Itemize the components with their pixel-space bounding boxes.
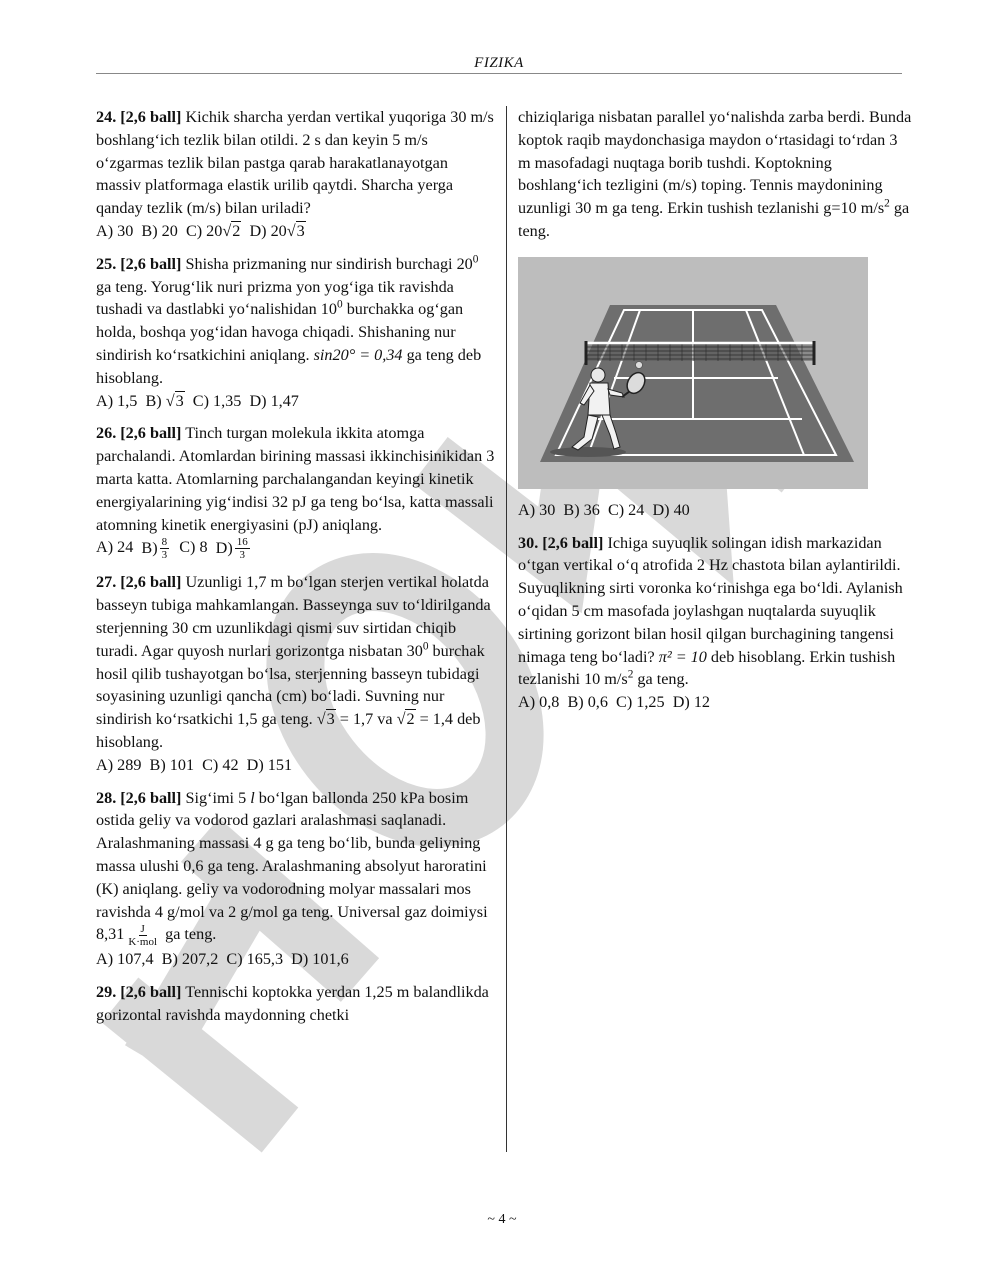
problem-text: ga teng. Yorug‘lik nuri prizma yon yog‘iga tik ravishda tushadi va dastlabki yo‘nalishidan 10 [96,277,454,319]
column-divider [506,106,507,1152]
answer-a: A) 107,4 [96,950,154,969]
problem-text: deb hisoblang. Erkin tushish tezlanishi 10 m/s [518,647,896,689]
problem-29-continued [518,106,912,522]
answer-c: C) 8 [179,538,208,557]
left-column [96,106,496,1037]
answer-b: B) 20 [141,221,178,240]
answer-c: C) 1,35 [192,391,242,410]
problem-number: 27. [2,6 ball] [96,573,182,592]
problem-text: ga teng. [161,925,217,944]
problem-text: Uzunligi 1,7 m bo‘lgan sterjen vertikal holatda basseyn tubiga mahkamlangan. Basseynga suv to‘ldirilganda sterjenning 30 cm uzunlikdagi qismi suv sirtidan chiqib turadi. Agar quyosh nurlari gorizontga nisbatan 30 [96,573,491,660]
sqrt-2: √2 [396,710,415,729]
problem-29-start [96,981,496,1027]
right-column [518,106,912,724]
formula: π² = 10 [658,647,707,666]
answer-d: D) 20√3 [249,221,305,240]
problem-text: Tennischi koptokka yerdan 1,25 m balandlikda gorizontal ravishda maydonning chetki [96,983,489,1024]
answer-c: C) 20√2 [185,221,241,240]
answer-b: B) 207,2 [161,950,219,969]
tennis-ball [636,361,643,368]
answer-d: D) 40 [652,500,690,519]
answer-a: A) 24 [96,538,134,557]
page-header [96,53,902,74]
equation: = 1,7 va [335,710,397,729]
answer-b: B) √3 [145,391,184,410]
answer-a: A) 0,8 [518,693,560,712]
problem-text: Kichik sharcha yerdan vertikal yuqoriga 30 m/s boshlang‘ich tezlik bilan otildi. 2 s dan keyin 5 m/s o‘zgarmas tezlik bilan pastga qarab harakatlanayotgan massiv platformaga elastik urilib qaytdi. Sharcha yerga qanday tezlik (m/s) bilan uriladi? [96,108,494,218]
superscript: 0 [336,298,343,311]
problem-27 [96,571,496,776]
equation: = 1,4 deb hisoblang. [96,710,481,751]
problem-number: 30. [2,6 ball] [518,533,604,552]
gas-constant-value: 8,31 [96,925,125,944]
page-number: ~ 4 ~ [487,1212,517,1227]
problem-text: ga teng deb hisoblang. [96,345,482,387]
answer-a: A) 30 [96,221,134,240]
problem-text: bo‘lgan ballonda 250 kPa bosim ostida geliy va vodorod gazlari aralashmasi saqlanadi. Aralashmaning massasi 4 g ga teng bo‘lib, bunda geliyning massa ulushi 0,6 ga teng. Aralashmaning absolyut haroratini (K) aniqlang. geliy va vodorodning molyar massalari mos ravishda 4 g/mol va 2 g/mol ga teng. Universal gaz doimiysi [96,788,488,921]
answer-b: B) 36 [563,500,600,519]
answer-options [518,691,912,714]
problem-text: Shisha prizmaning nur sindirish burchagi 20 [185,254,473,273]
answer-c: C) 24 [607,500,645,519]
sqrt-3: √3 [316,710,335,729]
problem-text: Sig‘imi 5 [185,788,251,807]
answer-options [96,536,496,561]
answer-options [96,948,496,971]
gas-constant-unit: $\frac{J}{\text{K·mol}}$ [128,923,158,949]
problem-25 [96,253,496,413]
problem-24 [96,106,496,243]
answer-d: D) 151 [246,755,293,774]
answer-d: D) 101,6 [291,950,349,969]
problem-28 [96,787,496,972]
problem-text: burchak hosil qilib tushayotgan bo‘lsa, sterjenning basseyn tubidagi soyasining uzunligi qancha (cm) bo‘ladi. Suvning nur sindirish ko‘rsatkichi 1,5 ga teng. [96,641,485,729]
answer-d: D) $\frac{16}{3}$ [215,536,248,562]
problem-text: chiziqlariga nisbatan parallel yo‘nalishda zarba berdi. Bunda koptok raqib maydonchasiga maydon o‘rtasidagi to‘rdan 3 m masofadagi nuqtaga borib tushdi. Koptokning boshlang‘ich tezligini (m/s) toping. Tennis maydonining uzunligi 30 m ga teng. Erkin tushish tezlanishi g=10 m/s [518,108,912,218]
formula: sin20° = 0,34 [313,345,403,364]
problem-26 [96,422,496,561]
problem-number: 24. [2,6 ball] [96,108,182,126]
answer-b: B) $\frac{8}{3}$ [141,536,168,562]
subject-title: FIZIKA [474,55,524,71]
answer-d: D) 1,47 [249,391,299,410]
problem-text: ga teng. [518,199,910,240]
superscript: 0 [422,640,429,653]
problem-number: 26. [2,6 ball] [96,424,182,443]
answer-a: A) 289 [96,755,142,774]
answer-c: C) 165,3 [226,950,284,969]
problem-30 [518,532,912,714]
answer-a: A) 1,5 [96,391,138,410]
answer-d: D) 12 [672,693,711,712]
superscript: 2 [627,668,634,681]
problem-text: burchakka og‘gan holda, boshqa yog‘idan havoga chiqadi. Shishaning nur sindirish ko‘rsatkichini aniqlang. [96,300,464,364]
answer-options [96,390,496,413]
answer-b: B) 0,6 [567,693,608,712]
superscript: 0 [472,253,479,266]
unit-liter: l [250,788,255,807]
problem-text: Tinch turgan molekula ikkita atomga parchalandi. Atomlardan birining massasi ikkinchisinikidan 3 marta katta. Atomlarning parchalangandan keyingi kinetik energiyalarining yig‘indisi 32 pJ ga teng bo‘lsa, katta massali atomning kinetik energiyasini (pJ) aniqlang. [96,424,495,534]
problem-number: 28. [2,6 ball] [96,788,182,807]
answer-options [96,220,496,243]
problem-number: 25. [2,6 ball] [96,254,182,273]
answer-options [518,499,912,522]
problem-text: ga teng. [633,670,689,689]
superscript: 2 [884,197,890,210]
answer-c: C) 42 [202,755,239,774]
problem-text: Ichiga suyuqlik solingan idish markazidan o‘tgan vertikal o‘q atrofida 2 Hz chastota bilan aylantirildi. Suyuqlikning sirti voronka ko‘rinishga ega bo‘ldi. Aylanish o‘qidan 5 cm masofada joylashgan nuqtalarda suyuqlik sirtining gorizont bilan hosil qilgan burchagining tangensi nimaga teng bo‘ladi? [518,533,903,666]
problem-number: 29. [2,6 ball] [96,983,182,1002]
tennis-court-figure [518,257,868,489]
answer-b: B) 101 [149,755,195,774]
answer-c: C) 1,25 [616,693,665,712]
answer-options [96,754,496,777]
answer-a: A) 30 [518,500,556,519]
